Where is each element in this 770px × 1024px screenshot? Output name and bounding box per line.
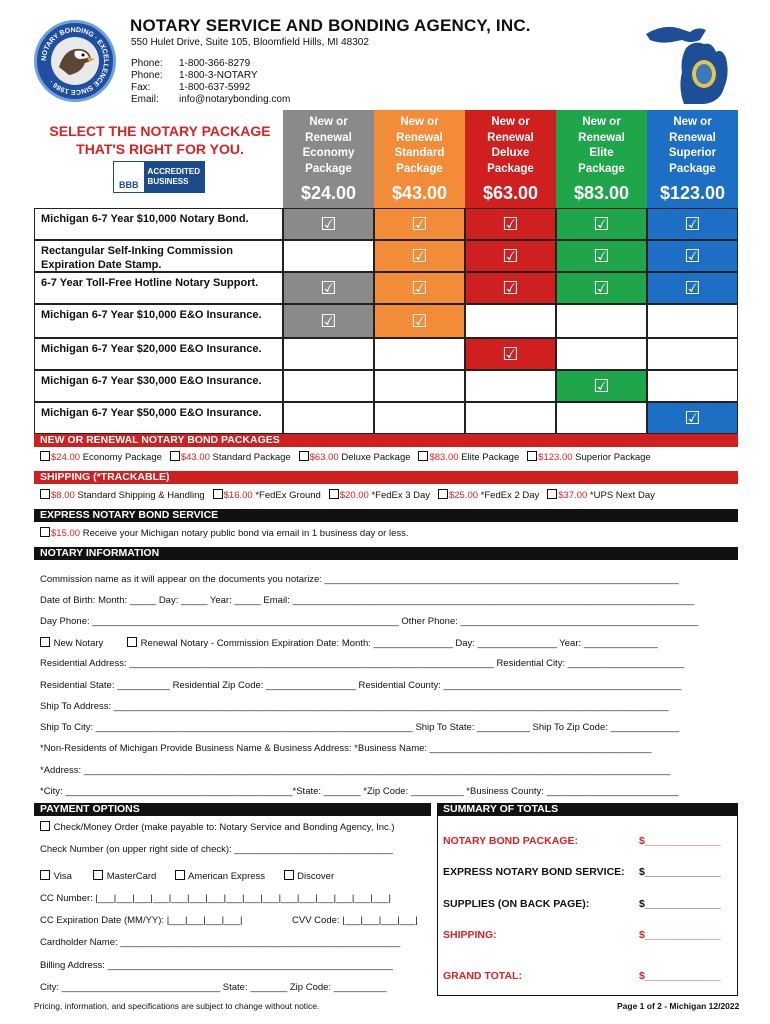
shipping-option-standard[interactable]: $8.00 Standard Shipping & Handling (40, 490, 205, 501)
bbb-accredited-badge: BBB ACCREDITED BUSINESS (113, 161, 205, 193)
amex-checkbox[interactable]: American Express (175, 871, 265, 882)
bond-option-superior[interactable]: $123.00 Superior Package (527, 452, 651, 463)
feature-label: 6-7 Year Toll-Free Hotline Notary Support. (34, 272, 283, 304)
company-logo (34, 20, 116, 102)
payment-options-bar: PAYMENT OPTIONS (34, 803, 431, 816)
checkbox-checked-icon: ☑ (411, 245, 428, 266)
shipping-option-fedex-2day[interactable]: $25.00 *FedEx 2 Day (438, 490, 539, 501)
feature-label: Michigan 6-7 Year $10,000 Notary Bond. (34, 208, 283, 240)
bond-option-deluxe[interactable]: $63.00 Deluxe Package (299, 452, 411, 463)
bond-packages-bar: NEW OR RENEWAL NOTARY BOND PACKAGES (34, 434, 738, 447)
feature-check-cell (647, 240, 738, 272)
checkbox-checked-icon: ☑ (411, 213, 428, 234)
feature-check-cell (647, 272, 738, 304)
contact-phone-1: Phone: 1-800-366-8279 (131, 58, 251, 69)
cc-number-field[interactable]: CC Number: |___|___|___|___|___|___|___|___|___|___|___|___|___|___|___|___| (40, 893, 391, 904)
summary-supplies-value[interactable]: $_____________ (639, 898, 721, 910)
checkbox-checked-icon: ☑ (593, 245, 610, 266)
dob-email-field[interactable]: Date of Birth: Month: _____ Day: _____ Year: _____ Email: ____________________________________________________________________________ (40, 595, 694, 606)
svg-text:NOTARY BONDING · EXCELLENCE SI: NOTARY BONDING · EXCELLENCE SINCE 1986 · (40, 26, 110, 96)
express-service-option[interactable]: $15.00 Receive your Michigan notary public bond via email in 1 business day or less. (40, 527, 409, 539)
summary-of-totals-bar: SUMMARY OF TOTALS (437, 803, 738, 816)
package-price: $123.00 (659, 183, 726, 203)
footer-page-number: Page 1 of 2 - Michigan 12/2022 (617, 1001, 740, 1011)
residential-state-field[interactable]: Residential State: __________ Residential Zip Code: _________________ Residential County: _____________________________________________ (40, 680, 682, 691)
feature-label: Rectangular Self-Inking Commission Expiration Date Stamp. (34, 240, 283, 272)
checkbox-checked-icon: ☑ (502, 245, 519, 266)
checkbox-checked-icon: ☑ (411, 277, 428, 298)
notary-information-bar: NOTARY INFORMATION (34, 547, 738, 560)
billing-address-field[interactable]: Billing Address: ______________________________________________________ (40, 960, 393, 971)
express-service-bar: EXPRESS NOTARY BOND SERVICE (34, 509, 738, 522)
shipping-option-fedex-ground[interactable]: $16.00 *FedEx Ground (213, 490, 321, 501)
feature-empty-cell (647, 370, 738, 402)
bond-option-standard[interactable]: $43.00 Standard Package (170, 452, 291, 463)
billing-city-field[interactable]: City: ______________________________ State: _______ Zip Code: __________ (40, 982, 387, 993)
feature-check-cell (465, 240, 556, 272)
shipping-bar: SHIPPING (*TRACKABLE) (34, 471, 738, 484)
summary-bond-package-label: NOTARY BOND PACKAGE: (443, 835, 578, 847)
business-city-field[interactable]: *City: ___________________________________________*State: _______ *Zip Code: __________ *Business County: _________________________ (40, 786, 679, 797)
feature-label: Michigan 6-7 Year $50,000 E&O Insurance. (34, 402, 283, 434)
checkbox-checked-icon: ☑ (320, 310, 337, 331)
checkbox-checked-icon: ☑ (320, 213, 337, 234)
checkbox-checked-icon: ☑ (684, 213, 701, 234)
checkbox-checked-icon: ☑ (502, 277, 519, 298)
checkbox-checked-icon: ☑ (320, 277, 337, 298)
feature-check-cell (556, 370, 647, 402)
notary-type-row (40, 637, 658, 649)
checkbox-checked-icon: ☑ (684, 277, 701, 298)
package-header-4: New or Renewal Superior Package $123.00 (647, 110, 738, 208)
feature-check-cell (283, 272, 374, 304)
michigan-map-icon (642, 18, 738, 108)
feature-empty-cell (647, 304, 738, 338)
feature-empty-cell (283, 338, 374, 370)
feature-empty-cell (374, 338, 465, 370)
summary-express-value[interactable]: $_____________ (639, 866, 721, 878)
feature-empty-cell (283, 240, 374, 272)
feature-empty-cell (556, 304, 647, 338)
shipping-option-ups-next-day[interactable]: $37.00 *UPS Next Day (547, 490, 655, 501)
check-number-field[interactable]: Check Number (on upper right side of check): ______________________________ (40, 844, 393, 855)
feature-check-cell (647, 208, 738, 240)
feature-check-cell (283, 208, 374, 240)
package-price: $83.00 (573, 183, 630, 203)
renewal-notary-checkbox[interactable]: Renewal Notary - Commission Expiration Date: Month: _______________ Day: _______________ Year: ______________ (127, 638, 658, 649)
summary-express-label: EXPRESS NOTARY BOND SERVICE: (443, 866, 625, 878)
feature-label: Michigan 6-7 Year $10,000 E&O Insurance. (34, 304, 283, 338)
business-name-field[interactable]: *Non-Residents of Michigan Provide Business Name & Business Address: *Business Name: __________________________________________ (40, 743, 652, 754)
checkbox-checked-icon: ☑ (684, 245, 701, 266)
package-header-2: New or Renewal Deluxe Package $63.00 (465, 110, 556, 208)
feature-check-cell (374, 272, 465, 304)
cc-expiration-field[interactable]: CC Expiration Date (MM/YY): |___|___|___|___| (40, 915, 243, 926)
checkbox-checked-icon: ☑ (502, 343, 519, 364)
cardholder-name-field[interactable]: Cardholder Name: _____________________________________________________ (40, 937, 401, 948)
commission-name-field[interactable]: Commission name as it will appear on the documents you notarize: ___________________________________________________________________ (40, 574, 679, 585)
mastercard-checkbox[interactable]: MasterCard (93, 871, 156, 882)
feature-empty-cell (374, 370, 465, 402)
package-header-0: New or Renewal Economy Package $24.00 (283, 110, 374, 208)
discover-checkbox[interactable]: Discover (284, 871, 335, 882)
bond-package-options (40, 451, 651, 463)
feature-check-cell (283, 304, 374, 338)
feature-check-cell (556, 240, 647, 272)
residential-address-field[interactable]: Residential Address: _____________________________________________________________________ Residential City: ______________________ (40, 658, 684, 669)
ship-to-address-field[interactable]: Ship To Address: _________________________________________________________________________________________________________ (40, 701, 669, 712)
visa-checkbox[interactable]: Visa (40, 871, 72, 882)
business-address-field[interactable]: *Address: _______________________________________________________________________________________________________________ (40, 765, 671, 776)
summary-grand-total-value[interactable]: $_____________ (639, 970, 721, 982)
summary-grand-total-label: GRAND TOTAL: (443, 970, 522, 982)
feature-label: Michigan 6-7 Year $20,000 E&O Insurance. (34, 338, 283, 370)
feature-check-cell (647, 402, 738, 434)
package-header-1: New or Renewal Standard Package $43.00 (374, 110, 465, 208)
feature-empty-cell (556, 338, 647, 370)
card-type-options (40, 870, 334, 882)
feature-empty-cell (374, 402, 465, 434)
summary-shipping-label: SHIPPING: (443, 929, 497, 941)
bond-option-economy[interactable]: $24.00 Economy Package (40, 452, 162, 463)
feature-label: Michigan 6-7 Year $30,000 E&O Insurance. (34, 370, 283, 402)
bond-option-elite[interactable]: $83.00 Elite Package (418, 452, 519, 463)
checkbox-checked-icon: ☑ (593, 277, 610, 298)
select-package-heading: SELECT THE NOTARY PACKAGE THAT'S RIGHT FOR YOU. (49, 123, 271, 157)
summary-shipping-value[interactable]: $_____________ (639, 929, 721, 941)
company-address: 550 Hulet Drive, Suite 105, Bloomfield Hills, MI 48302 (131, 37, 369, 48)
feature-check-cell (465, 338, 556, 370)
checkbox-checked-icon: ☑ (593, 213, 610, 234)
checkbox-checked-icon: ☑ (593, 375, 610, 396)
feature-empty-cell (465, 370, 556, 402)
ship-to-city-field[interactable]: Ship To City: ____________________________________________________________ Ship To State: __________ Ship To Zip Code: _____________ (40, 722, 680, 733)
shipping-options (40, 489, 655, 501)
feature-check-cell (374, 208, 465, 240)
feature-check-cell (374, 304, 465, 338)
package-header-3: New or Renewal Elite Package $83.00 (556, 110, 647, 208)
feature-check-cell (465, 272, 556, 304)
checkbox-checked-icon: ☑ (684, 407, 701, 428)
summary-supplies-label: SUPPLIES (ON BACK PAGE): (443, 898, 590, 910)
feature-empty-cell (283, 370, 374, 402)
feature-empty-cell (283, 402, 374, 434)
contact-fax: Fax: 1-800-637-5992 (131, 82, 251, 93)
company-title: NOTARY SERVICE AND BONDING AGENCY, INC. (130, 16, 531, 35)
feature-check-cell (556, 208, 647, 240)
feature-empty-cell (556, 402, 647, 434)
package-price: $43.00 (391, 183, 448, 203)
cvv-field[interactable]: CVV Code: |___|___|___|___| (292, 915, 418, 926)
phone-fields[interactable]: Day Phone: __________________________________________________________ Other Phone: _____________________________________________ (40, 616, 699, 627)
contact-phone-2: Phone: 1-800-3-NOTARY (131, 70, 258, 81)
feature-check-cell (374, 240, 465, 272)
bbb-logo-icon: BBB (114, 162, 144, 192)
package-price: $24.00 (300, 183, 357, 203)
check-money-order-option[interactable]: Check/Money Order (make payable to: Notary Service and Bonding Agency, Inc.) (40, 821, 395, 833)
shipping-option-fedex-3day[interactable]: $20.00 *FedEx 3 Day (329, 490, 430, 501)
feature-empty-cell (465, 402, 556, 434)
feature-empty-cell (647, 338, 738, 370)
checkbox-checked-icon: ☑ (502, 213, 519, 234)
contact-email[interactable]: Email: info@notarybonding.com (131, 94, 291, 105)
footer-disclaimer: Pricing, information, and specifications are subject to change without notice. (34, 1001, 320, 1011)
feature-empty-cell (465, 304, 556, 338)
summary-bond-package-value[interactable]: $_____________ (639, 835, 721, 847)
package-price: $63.00 (482, 183, 539, 203)
feature-check-cell (556, 272, 647, 304)
checkbox-checked-icon: ☑ (411, 310, 428, 331)
new-notary-checkbox[interactable]: New Notary (40, 638, 103, 649)
feature-check-cell (465, 208, 556, 240)
